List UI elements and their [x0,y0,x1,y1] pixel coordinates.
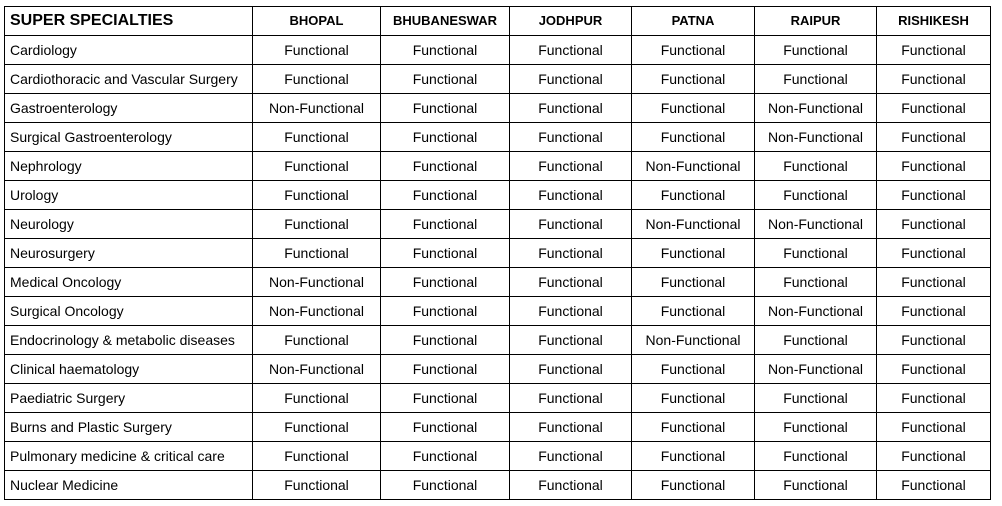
column-header-patna: PATNA [632,7,755,36]
status-cell-raipur: Functional [755,442,877,471]
status-cell-rishikesh: Functional [877,152,991,181]
status-cell-rishikesh: Functional [877,94,991,123]
status-cell-jodhpur: Functional [510,413,632,442]
status-cell-bhopal: Non-Functional [253,355,381,384]
status-cell-bhubaneswar: Functional [381,94,510,123]
status-cell-raipur: Functional [755,326,877,355]
status-cell-bhubaneswar: Functional [381,123,510,152]
status-cell-patna: Functional [632,355,755,384]
status-cell-raipur: Non-Functional [755,123,877,152]
specialty-name-cell: Medical Oncology [5,268,253,297]
specialty-name-cell: Clinical haematology [5,355,253,384]
table-row [5,210,991,239]
status-cell-bhopal: Functional [253,471,381,500]
specialties-status-table [4,6,991,500]
table-row [5,181,991,210]
status-cell-jodhpur: Functional [510,152,632,181]
status-cell-patna: Functional [632,239,755,268]
status-cell-patna: Functional [632,94,755,123]
status-cell-patna: Functional [632,268,755,297]
status-cell-patna: Functional [632,297,755,326]
status-cell-bhopal: Functional [253,123,381,152]
specialty-name-cell: Burns and Plastic Surgery [5,413,253,442]
status-cell-jodhpur: Functional [510,239,632,268]
specialty-name-cell: Urology [5,181,253,210]
status-cell-patna: Non-Functional [632,326,755,355]
status-cell-bhubaneswar: Functional [381,181,510,210]
specialty-name-cell: Nuclear Medicine [5,471,253,500]
status-cell-patna: Functional [632,181,755,210]
status-cell-patna: Functional [632,413,755,442]
status-cell-bhubaneswar: Functional [381,471,510,500]
specialty-name-cell: Endocrinology & metabolic diseases [5,326,253,355]
status-cell-rishikesh: Functional [877,239,991,268]
status-cell-jodhpur: Functional [510,326,632,355]
status-cell-raipur: Functional [755,36,877,65]
status-cell-jodhpur: Functional [510,384,632,413]
status-cell-jodhpur: Functional [510,268,632,297]
status-cell-bhopal: Non-Functional [253,268,381,297]
status-cell-raipur: Functional [755,152,877,181]
status-cell-patna: Non-Functional [632,210,755,239]
status-cell-jodhpur: Functional [510,297,632,326]
status-cell-rishikesh: Functional [877,36,991,65]
status-cell-bhopal: Functional [253,36,381,65]
status-cell-raipur: Functional [755,471,877,500]
status-cell-bhubaneswar: Functional [381,36,510,65]
status-cell-patna: Functional [632,65,755,94]
status-cell-bhubaneswar: Functional [381,65,510,94]
status-cell-bhopal: Functional [253,413,381,442]
status-cell-raipur: Non-Functional [755,297,877,326]
status-cell-jodhpur: Functional [510,181,632,210]
status-cell-patna: Non-Functional [632,152,755,181]
specialty-name-cell: Surgical Gastroenterology [5,123,253,152]
status-cell-raipur: Functional [755,268,877,297]
status-cell-rishikesh: Functional [877,181,991,210]
table-row [5,384,991,413]
status-cell-bhubaneswar: Functional [381,355,510,384]
table-row [5,152,991,181]
status-cell-jodhpur: Functional [510,210,632,239]
column-header-bhubaneswar: BHUBANESWAR [381,7,510,36]
status-cell-rishikesh: Functional [877,442,991,471]
status-cell-bhopal: Functional [253,326,381,355]
status-cell-raipur: Functional [755,65,877,94]
status-cell-raipur: Non-Functional [755,210,877,239]
status-cell-jodhpur: Functional [510,123,632,152]
status-cell-raipur: Non-Functional [755,94,877,123]
column-header-raipur: RAIPUR [755,7,877,36]
table-row [5,65,991,94]
status-cell-jodhpur: Functional [510,471,632,500]
table-row [5,123,991,152]
specialty-name-cell: Nephrology [5,152,253,181]
table-row [5,268,991,297]
super-specialties-header: SUPER SPECIALTIES [5,7,253,36]
status-cell-jodhpur: Functional [510,65,632,94]
status-cell-rishikesh: Functional [877,413,991,442]
status-cell-bhubaneswar: Functional [381,326,510,355]
table-row [5,36,991,65]
status-cell-jodhpur: Functional [510,36,632,65]
status-cell-bhopal: Functional [253,210,381,239]
status-cell-patna: Functional [632,471,755,500]
status-cell-bhubaneswar: Functional [381,297,510,326]
status-cell-bhopal: Functional [253,65,381,94]
status-cell-patna: Functional [632,384,755,413]
status-cell-bhubaneswar: Functional [381,413,510,442]
status-cell-raipur: Functional [755,413,877,442]
status-cell-bhopal: Functional [253,239,381,268]
specialty-name-cell: Pulmonary medicine & critical care [5,442,253,471]
status-cell-bhopal: Functional [253,384,381,413]
status-cell-rishikesh: Functional [877,384,991,413]
status-cell-bhubaneswar: Functional [381,239,510,268]
column-header-jodhpur: JODHPUR [510,7,632,36]
specialty-name-cell: Gastroenterology [5,94,253,123]
specialty-name-cell: Paediatric Surgery [5,384,253,413]
status-cell-rishikesh: Functional [877,326,991,355]
column-header-bhopal: BHOPAL [253,7,381,36]
specialty-name-cell: Cardiothoracic and Vascular Surgery [5,65,253,94]
table-row [5,297,991,326]
status-cell-raipur: Non-Functional [755,355,877,384]
status-cell-raipur: Functional [755,239,877,268]
specialty-name-cell: Neurology [5,210,253,239]
table-row [5,326,991,355]
specialty-name-cell: Neurosurgery [5,239,253,268]
status-cell-raipur: Functional [755,384,877,413]
status-cell-rishikesh: Functional [877,268,991,297]
status-cell-bhubaneswar: Functional [381,442,510,471]
status-cell-patna: Functional [632,36,755,65]
header-row [5,7,991,36]
status-cell-patna: Functional [632,442,755,471]
status-cell-rishikesh: Functional [877,65,991,94]
status-cell-bhopal: Functional [253,152,381,181]
status-cell-jodhpur: Functional [510,94,632,123]
status-cell-bhubaneswar: Functional [381,152,510,181]
status-cell-raipur: Functional [755,181,877,210]
table-row [5,413,991,442]
status-cell-rishikesh: Functional [877,297,991,326]
table-row [5,94,991,123]
status-cell-bhubaneswar: Functional [381,268,510,297]
specialty-name-cell: Surgical Oncology [5,297,253,326]
status-cell-jodhpur: Functional [510,355,632,384]
status-cell-bhopal: Functional [253,442,381,471]
status-cell-jodhpur: Functional [510,442,632,471]
table-row [5,355,991,384]
status-cell-bhubaneswar: Functional [381,384,510,413]
status-cell-bhopal: Non-Functional [253,297,381,326]
column-header-rishikesh: RISHIKESH [877,7,991,36]
specialty-name-cell: Cardiology [5,36,253,65]
table-row [5,471,991,500]
status-cell-bhopal: Functional [253,181,381,210]
table-row [5,442,991,471]
status-cell-bhopal: Non-Functional [253,94,381,123]
status-cell-rishikesh: Functional [877,355,991,384]
status-cell-rishikesh: Functional [877,471,991,500]
status-cell-bhubaneswar: Functional [381,210,510,239]
table-row [5,239,991,268]
status-cell-rishikesh: Functional [877,123,991,152]
status-cell-patna: Functional [632,123,755,152]
status-cell-rishikesh: Functional [877,210,991,239]
